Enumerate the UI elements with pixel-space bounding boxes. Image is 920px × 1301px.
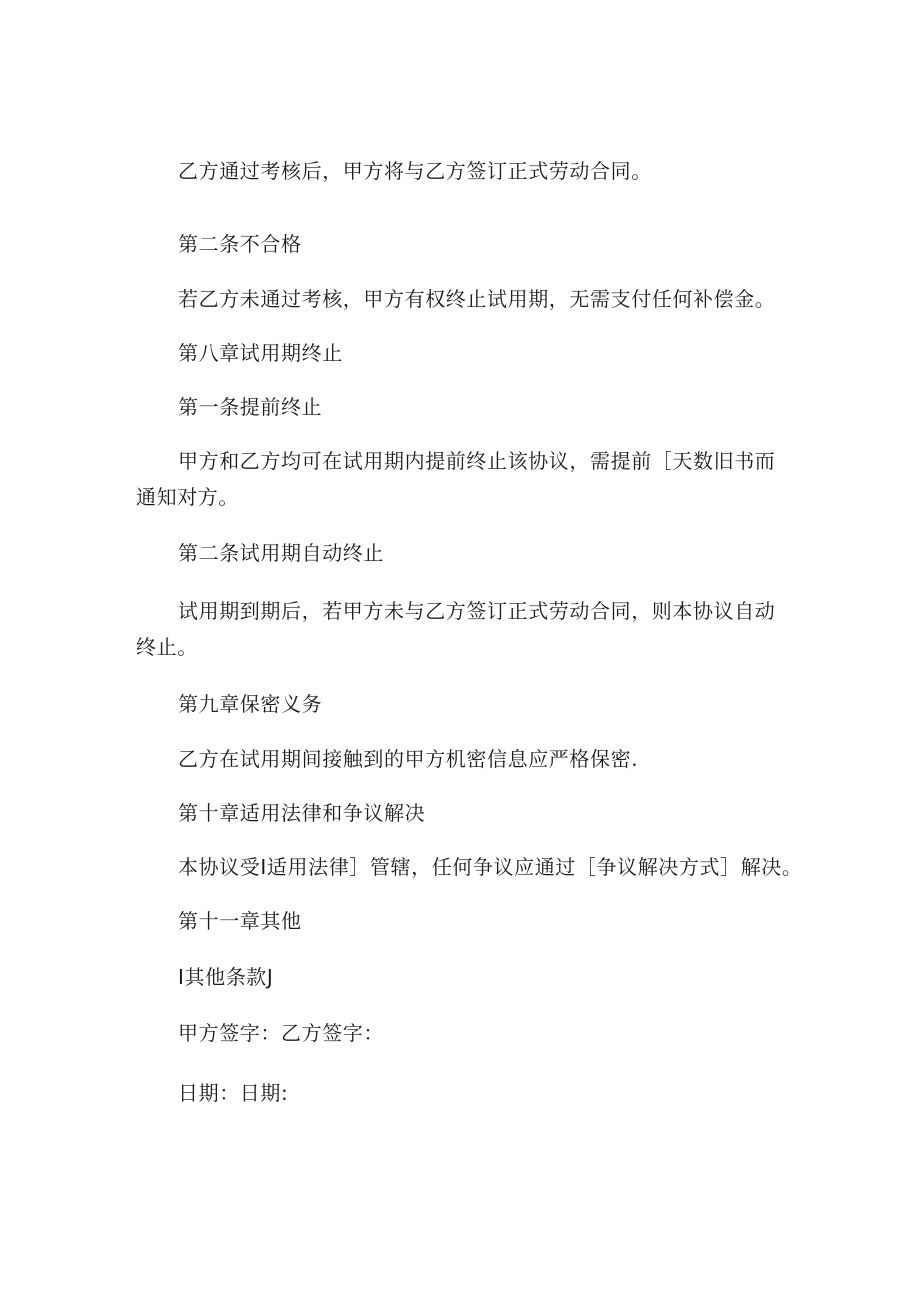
article-heading-fail: 第二条不合格 bbox=[178, 232, 302, 256]
paragraph-governing-law: 本协议受I适用法律］管辖，任何争议应通过［争议解决方式］解决。 bbox=[178, 855, 803, 879]
paragraph-confidentiality: 乙方在试用期间接触到的甲方机密信息应严格保密. bbox=[178, 747, 639, 771]
paragraph-early-termination: 甲方和乙方均可在试用期内提前终止该协议，需提前［天数旧书而通知对方。 bbox=[136, 449, 776, 509]
article-heading-auto-termination: 第二条试用期自动终止 bbox=[178, 541, 384, 565]
date-line: 日期：日期: bbox=[178, 1081, 289, 1105]
chapter-heading-9: 第九章保密义务 bbox=[178, 692, 323, 716]
paragraph-other-terms: I其他条款J bbox=[178, 965, 274, 989]
paragraph-pass-result: 乙方通过考核后，甲方将与乙方签订正式劳动合同。 bbox=[178, 159, 652, 183]
chapter-heading-8: 第八章试用期终止 bbox=[178, 341, 343, 365]
chapter-heading-10: 第十章适用法律和争议解决 bbox=[178, 801, 426, 825]
chapter-heading-11: 第十一章其他 bbox=[178, 909, 302, 933]
paragraph-fail-result: 若乙方未通过考核，甲方有权终止试用期，无需支付任何补偿金。 bbox=[178, 287, 776, 311]
paragraph-auto-termination: 试用期到期后，若甲方未与乙方签订正式劳动合同，则本协议自动终止。 bbox=[136, 599, 776, 659]
signature-line: 甲方签字：乙方签字： bbox=[178, 1021, 384, 1045]
article-heading-early-termination: 第一条提前终止 bbox=[178, 395, 323, 419]
